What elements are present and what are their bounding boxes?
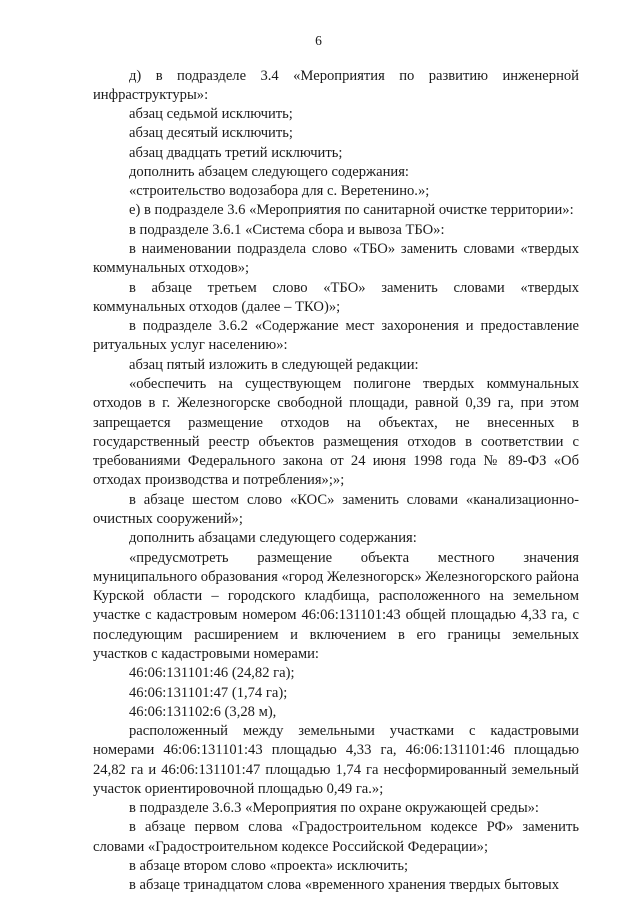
paragraph-item: в подразделе 3.6.2 «Содержание мест захоронения и предоставление ритуальных услуг населению»: xyxy=(93,318,579,354)
page-number: 6 xyxy=(315,33,322,48)
paragraph-item: в абзаце первом слова «Градостроительном кодексе РФ» заменить словами «Градостроительном кодексе Российской Федерации»; xyxy=(93,819,579,855)
cadastral-number-item: 46:06:131101:46 (24,82 га); xyxy=(129,665,295,682)
paragraph-item: в подразделе 3.6.3 «Мероприятия по охране окружающей среды»: xyxy=(129,800,539,817)
cadastral-number-item: 46:06:131101:47 (1,74 га); xyxy=(129,684,288,701)
paragraph-item-d: д) в подразделе 3.4 «Мероприятия по развитию инженерной инфраструктуры»: xyxy=(93,67,579,103)
paragraph-item: дополнить абзацами следующего содержания: xyxy=(129,530,417,547)
paragraph-item: абзац двадцать третий исключить; xyxy=(129,144,343,161)
paragraph-item: в подразделе 3.6.1 «Система сбора и вывоза ТБО»: xyxy=(129,221,445,238)
paragraph-item: «строительство водозабора для с. Веретенино.»; xyxy=(129,183,430,200)
paragraph-item: в абзаце тринадцатом слова «временного хранения твердых бытовых xyxy=(129,877,560,894)
cadastral-number-item: 46:06:131102:6 (3,28 м), xyxy=(129,703,277,720)
paragraph-item: в абзаце шестом слово «КОС» заменить словами «канализационно-очистных сооружений»; xyxy=(93,491,579,527)
paragraph-item: расположенный между земельными участками с кадастровыми номерами 46:06:131101:43 площадью 4,33 га, 46:06:131101:46 площадью 24,82 га и 46:06:131101:47 площадью 1,74 га несформированный земельный участок ориентировочной площадью 0,49 га.»; xyxy=(93,723,579,797)
paragraph-item: абзац десятый исключить; xyxy=(129,125,293,142)
document-body xyxy=(93,67,579,896)
paragraph-item: «предусмотреть размещение объекта местного значения муниципального образования «город Железногорск» Железногорского района Курской области – городского кладбища, расположенного на земельном участке с кадастровым номером 46:06:131101:43 общей площадью 4,33 га, с последующим расширением и включением в его границы земельных участков с кадастровыми номерами: xyxy=(93,549,579,662)
paragraph-item: в наименовании подраздела слово «ТБО» заменить словами «твердых коммунальных отходов»; xyxy=(93,241,579,277)
paragraph-item: в абзаце третьем слово «ТБО» заменить словами «твердых коммунальных отходов (далее – ТКО)»; xyxy=(93,279,579,315)
paragraph-item: в абзаце втором слово «проекта» исключить; xyxy=(129,858,409,875)
paragraph-item-e: е) в подразделе 3.6 «Мероприятия по санитарной очистке территории»: xyxy=(129,202,574,219)
paragraph-item: дополнить абзацем следующего содержания: xyxy=(129,163,409,180)
paragraph-item: абзац седьмой исключить; xyxy=(129,106,293,123)
paragraph-item: абзац пятый изложить в следующей редакции: xyxy=(129,356,419,373)
paragraph-item: «обеспечить на существующем полигоне твердых коммунальных отходов в г. Железногорске свободной площади, равной 0,39 га, при этом запрещается размещение отходов на объектах, не внесенных в государственный реестр объектов размещения отходов в соответствии с требованиями Федерального закона от 24 июня 1998 года № 89-ФЗ «Об отходах производства и потребления»;»; xyxy=(93,376,579,489)
